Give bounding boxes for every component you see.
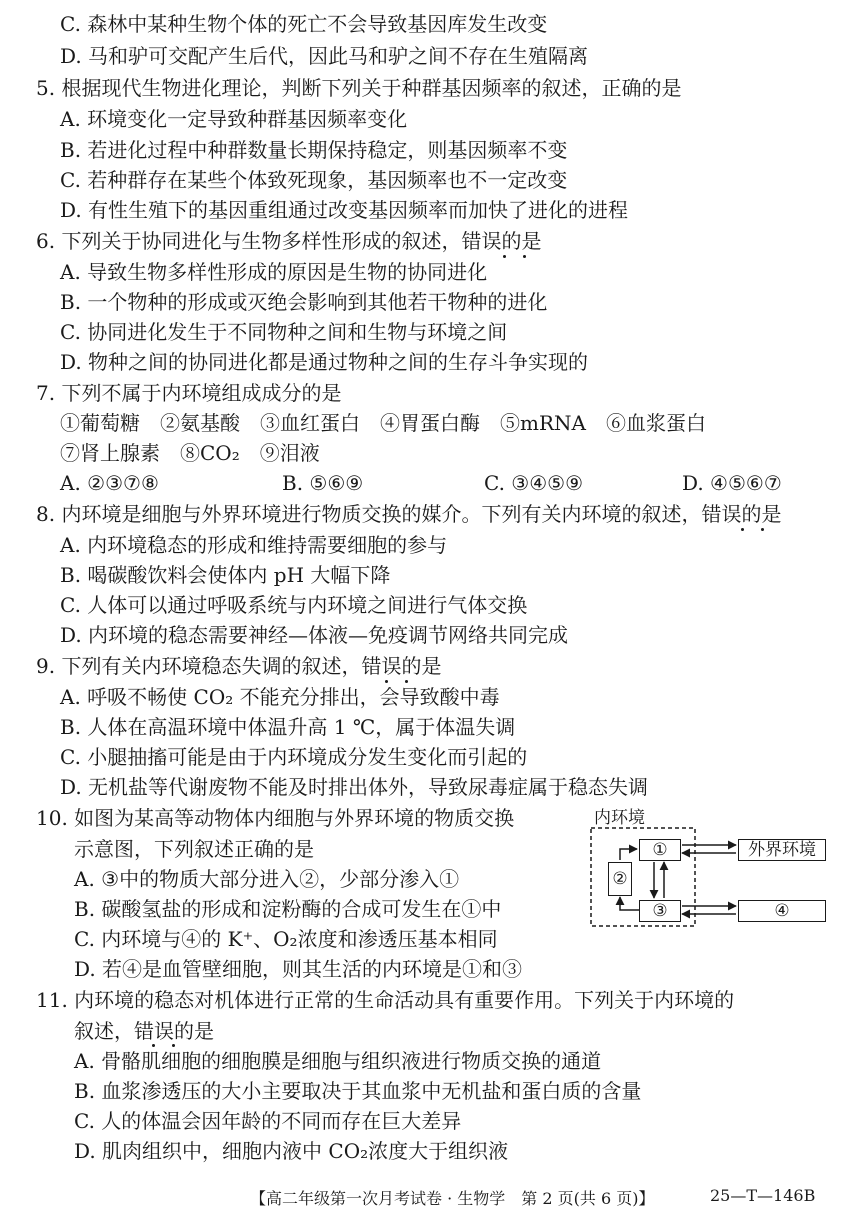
- question-7-items-1: ①葡萄糖 ②氨基酸 ③血红蛋白 ④胃蛋白酶 ⑤mRNA ⑥血浆蛋白: [60, 411, 706, 435]
- question-7-items-2: ⑦肾上腺素 ⑧CO₂ ⑨泪液: [60, 441, 320, 465]
- question-5: 5. 根据现代生物进化理论，判断下列关于种群基因频率的叙述，正确的是: [36, 76, 682, 100]
- option-5d: D. 有性生殖下的基因重组通过改变基因频率而加快了进化的进程: [60, 198, 629, 222]
- option-11d: D. 肌肉组织中，细胞内液中 CO₂浓度大于组织液: [74, 1139, 509, 1163]
- option-7d: D. ④⑤⑥⑦: [682, 471, 782, 495]
- option-8c: C. 人体可以通过呼吸系统与内环境之间进行气体交换: [60, 593, 528, 617]
- page-footer: [250, 1186, 816, 1209]
- option-10b: B. 碳酸氢盐的形成和淀粉酶的合成可发生在①中: [74, 897, 502, 921]
- option-5c-prev: C. 森林中某种生物个体的死亡不会导致基因库发生改变: [60, 12, 548, 36]
- diagram-box-2: ②: [608, 862, 632, 896]
- option-8a: A. 内环境稳态的形成和维持需要细胞的参与: [60, 533, 448, 557]
- option-9c: C. 小腿抽搐可能是由于内环境成分发生变化而引起的: [60, 745, 528, 769]
- question-10: 10. 如图为某高等动物体内细胞与外界环境的物质交换: [36, 806, 515, 830]
- option-10d: D. 若④是血管壁细胞，则其生活的内环境是①和③: [74, 957, 523, 981]
- option-10c: C. 内环境与④的 K⁺、O₂浓度和渗透压基本相同: [74, 927, 498, 951]
- option-9d: D. 无机盐等代谢废物不能及时排出体外，导致尿毒症属于稳态失调: [60, 775, 649, 799]
- question-7: 7. 下列不属于内环境组成成分的是: [36, 381, 342, 405]
- question-9: 9. 下列有关内环境稳态失调的叙述，错误的是: [36, 654, 442, 678]
- option-11b: B. 血浆渗透压的大小主要取决于其血浆中无机盐和蛋白质的含量: [74, 1079, 642, 1103]
- option-11c: C. 人的体温会因年龄的不同而存在巨大差异: [74, 1109, 462, 1133]
- option-5b: B. 若进化过程中种群数量长期保持稳定，则基因频率不变: [60, 138, 568, 162]
- option-9b: B. 人体在高温环境中体温升高 1 ℃，属于体温失调: [60, 715, 516, 739]
- diagram-title: 内环境: [594, 808, 645, 828]
- option-6b: B. 一个物种的形成或灭绝会影响到其他若干物种的进化: [60, 290, 548, 314]
- option-5c: C. 若种群存在某些个体致死现象，基因频率也不一定改变: [60, 168, 568, 192]
- question-10-cont: 示意图，下列叙述正确的是: [74, 837, 314, 861]
- option-7a: A. ②③⑦⑧: [60, 471, 159, 495]
- diagram-box-3: ③: [639, 900, 681, 922]
- question-8: 8. 内环境是细胞与外界环境进行物质交换的媒介。下列有关内环境的叙述，错误的是: [36, 502, 782, 526]
- diagram-box-4: ④: [738, 900, 826, 922]
- option-4d: D. 马和驴可交配产生后代，因此马和驴之间不存在生殖隔离: [60, 44, 589, 68]
- option-10a: A. ③中的物质大部分进入②，少部分渗入①: [74, 867, 460, 891]
- option-6d: D. 物种之间的协同进化都是通过物种之间的生存斗争实现的: [60, 350, 589, 374]
- option-8b: B. 喝碳酸饮料会使体内 pH 大幅下降: [60, 563, 391, 587]
- exam-code: 25—T—146B: [710, 1186, 816, 1205]
- option-6a: A. 导致生物多样性形成的原因是生物的协同进化: [60, 260, 488, 284]
- question-6: 6. 下列关于协同进化与生物多样性形成的叙述，错误的是: [36, 229, 542, 253]
- option-7b: B. ⑤⑥⑨: [282, 471, 364, 495]
- question-11: 11. 内环境的稳态对机体进行正常的生命活动具有重要作用。下列关于内环境的: [36, 988, 735, 1012]
- diagram-box-1: ①: [639, 839, 681, 861]
- diagram-box-external: 外界环境: [738, 839, 826, 861]
- footer-text: 【高二年级第一次月考试卷 · 生物学 第 2 页(共 6 页)】: [250, 1189, 655, 1208]
- option-5a: A. 环境变化一定导致种群基因频率变化: [60, 107, 408, 131]
- option-9a: A. 呼吸不畅使 CO₂ 不能充分排出，会导致酸中毒: [60, 685, 500, 709]
- option-11a: A. 骨骼肌细胞的细胞膜是细胞与组织液进行物质交换的通道: [74, 1049, 602, 1073]
- option-7c: C. ③④⑤⑨: [484, 471, 584, 495]
- option-6c: C. 协同进化发生于不同物种之间和生物与环境之间: [60, 320, 508, 344]
- question-11-cont: 叙述，错误的是: [74, 1019, 214, 1043]
- option-8d: D. 内环境的稳态需要神经—体液—免疫调节网络共同完成: [60, 623, 569, 647]
